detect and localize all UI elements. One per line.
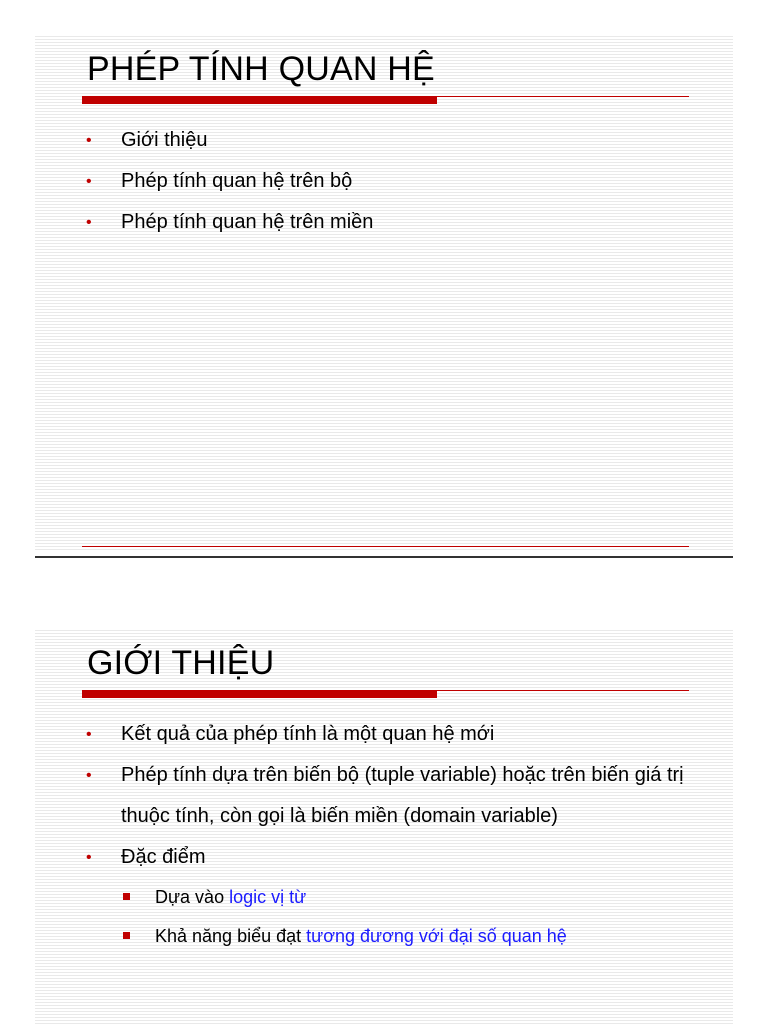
square-bullet-icon	[123, 932, 130, 939]
bullet-item	[82, 161, 702, 202]
title-accent-line	[437, 96, 689, 97]
bullet-item	[82, 837, 702, 956]
sub-bullet-text: Khả năng biểu đạt	[155, 926, 307, 946]
sub-bullet-text: Dựa vào	[155, 887, 230, 907]
slide-2	[35, 628, 733, 1024]
bullet-dot-icon: •	[86, 214, 92, 231]
sub-bullet-item	[121, 917, 702, 956]
bullet-text: Giới thiệu	[121, 129, 208, 151]
bullet-dot-icon: •	[86, 849, 92, 866]
bullet-text: Kết quả của phép tính là một quan hệ mới	[121, 723, 495, 745]
bullet-dot-icon: •	[86, 726, 92, 743]
bullet-dot-icon: •	[86, 173, 92, 190]
bullet-text: Phép tính quan hệ trên miền	[121, 211, 374, 233]
bullet-item	[82, 755, 702, 837]
title-accent-line	[437, 690, 689, 691]
sub-bullet-item	[121, 878, 702, 917]
sub-bullet-highlight: logic vị từ	[229, 887, 307, 907]
bullet-dot-icon: •	[86, 132, 92, 149]
slide-title: GIỚI THIỆU	[87, 644, 275, 682]
bullet-list	[82, 120, 702, 243]
slide-title: PHÉP TÍNH QUAN HỆ	[87, 50, 435, 88]
title-accent-bar	[82, 96, 437, 104]
square-bullet-icon	[123, 893, 130, 900]
title-accent-bar	[82, 690, 437, 698]
bullet-item	[82, 202, 702, 243]
page-separator	[35, 556, 733, 558]
sub-bullet-highlight: tương đương với đại số quan hệ	[306, 926, 567, 946]
bullet-text: Đặc điểm	[121, 846, 206, 868]
bullet-item	[82, 714, 702, 755]
slide-1	[35, 34, 733, 552]
bullet-text: Phép tính dựa trên biến bộ (tuple variable) hoặc trên biến giá trị thuộc tính, còn gọi là biến miền (domain variable)	[121, 764, 684, 827]
bullet-item	[82, 120, 702, 161]
footer-accent-line	[82, 546, 689, 547]
bullet-list	[82, 714, 702, 956]
bullet-text: Phép tính quan hệ trên bộ	[121, 170, 353, 192]
bullet-dot-icon: •	[86, 767, 92, 784]
sub-bullet-list	[121, 878, 702, 956]
